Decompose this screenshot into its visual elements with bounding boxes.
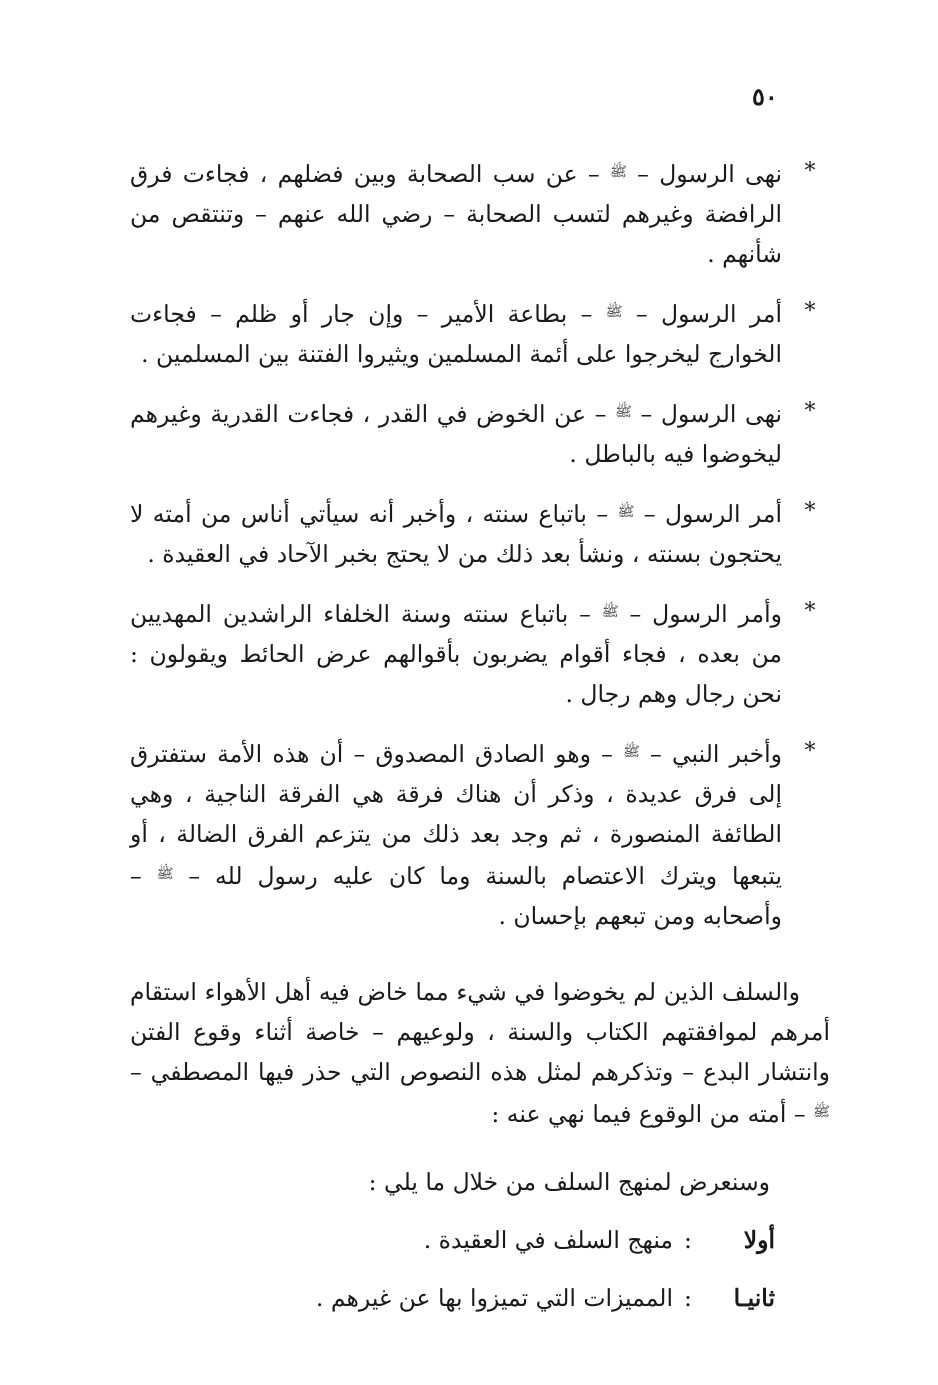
list-ordinal: أولا — [743, 1226, 775, 1254]
bullet-marker: * — [804, 159, 816, 184]
bullet-text-part: – عن سب الصحابة وبين فضلهم ، فجاءت فرق الرافضة وغيرهم لتسب الصحابة – رضي الله عنهم – وتنتقص من شأنهم . — [130, 160, 782, 268]
bullet-text-part: – وهو الصادق المصدوق – أن هذه الأمة ستفترق إلى فرق عديدة ، وذكر أن هناك فرقة هي الفرقة الناجية ، وهي الطائفة المنصورة ، ثم وجد بعد ذلك من يتزعم الفرق الضالة ، أو يتبعها ويترك الاعتصام بالسنة وما كان عليه رسول لله – — [130, 740, 782, 890]
pbuh-symbol: ﷺ — [813, 1104, 830, 1120]
list-separator: : — [684, 1226, 692, 1254]
bullet-text-part: وأخبر النبي – — [639, 740, 782, 768]
bullet-item — [130, 392, 830, 474]
body-paragraph — [130, 972, 830, 1134]
page-content — [130, 152, 830, 1318]
bullet-item — [130, 732, 830, 936]
bullet-marker: * — [804, 499, 816, 524]
bullet-text — [130, 592, 782, 714]
bullet-text-part: أمر الرسول – — [634, 500, 782, 528]
list-separator: : — [684, 1284, 692, 1312]
bullet-item — [130, 292, 830, 374]
bullet-marker: * — [804, 399, 816, 424]
list-intro: وسنعرض لمنهج السلف من خلال ما يلي : — [368, 1168, 770, 1196]
list-ordinal: ثانيـا — [733, 1284, 775, 1312]
list-item-first — [130, 1220, 830, 1260]
bullet-text — [130, 392, 782, 474]
bullet-marker: * — [804, 299, 816, 324]
bullet-text-part: – وأصحابه ومن تبعهم بإحسان . — [130, 862, 782, 930]
bullet-text-part: – عن الخوض في القدر ، فجاءت القدرية وغيرهم ليخوضوا فيه بالباطل . — [130, 400, 782, 468]
pbuh-symbol: ﷺ — [623, 744, 640, 760]
paragraph-text-part: – أمته من الوقوع فيما نهي عنه : — [491, 1100, 814, 1128]
bullet-text-part: – باتباع سنته ، وأخبر أنه سيأتي أناس من أمته لا يحتجون بسنته ، ونشأ بعد ذلك من لا يحتج بخبر الآحاد في العقيدة . — [130, 500, 782, 568]
bullet-marker: * — [804, 739, 816, 764]
paragraph-text-part: والسلف الذين لم يخوضوا في شيء مما خاض فيه أهل الأهواء استقام أمرهم لموافقتهم الكتاب والسنة ، ولوعيهم – خاصة أثناء وقوع الفتن وانتشار البدع – وتذكرهم لمثل هذه النصوص التي حذر فيها المصطفي – — [130, 978, 830, 1086]
list-text: المميزات التي تميزوا بها عن غيرهم . — [315, 1284, 673, 1312]
bullet-text — [130, 492, 782, 574]
bullet-text — [130, 152, 782, 274]
pbuh-symbol: ﷺ — [605, 304, 623, 320]
pbuh-symbol: ﷺ — [156, 866, 174, 882]
bullet-text-part: نهى الرسول – — [631, 400, 782, 428]
bullet-text-part: – باتباع سنته وسنة الخلفاء الراشدين المهديين من بعده ، فجاء أقوام يضربون بأقوالهم عرض الحائط ويقولون : نحن رجال وهم رجال . — [130, 600, 782, 708]
bullet-item — [130, 592, 830, 714]
pbuh-symbol: ﷺ — [615, 404, 632, 420]
bullet-text-part: – بطاعة الأمير – وإن جار أو ظلم – فجاءت الخوارج ليخرجوا على أئمة المسلمين ويثيروا الفتنة بين المسلمين . — [130, 300, 782, 368]
pbuh-symbol: ﷺ — [601, 604, 619, 620]
bullet-text-part: وأمر الرسول – — [618, 600, 782, 628]
pbuh-symbol: ﷺ — [609, 164, 627, 180]
bullet-text — [130, 292, 782, 374]
list-text: منهج السلف في العقيدة . — [423, 1226, 673, 1254]
bullet-item — [130, 492, 830, 574]
bullet-text — [130, 732, 782, 936]
list-item-second — [130, 1278, 830, 1318]
pbuh-symbol: ﷺ — [617, 504, 635, 520]
bullet-marker: * — [804, 599, 816, 624]
bullet-item — [130, 152, 830, 274]
page-number: ٥٠ — [752, 82, 778, 111]
bullet-text-part: أمر الرسول – — [622, 300, 782, 328]
bullet-text-part: نهى الرسول – — [626, 160, 782, 188]
